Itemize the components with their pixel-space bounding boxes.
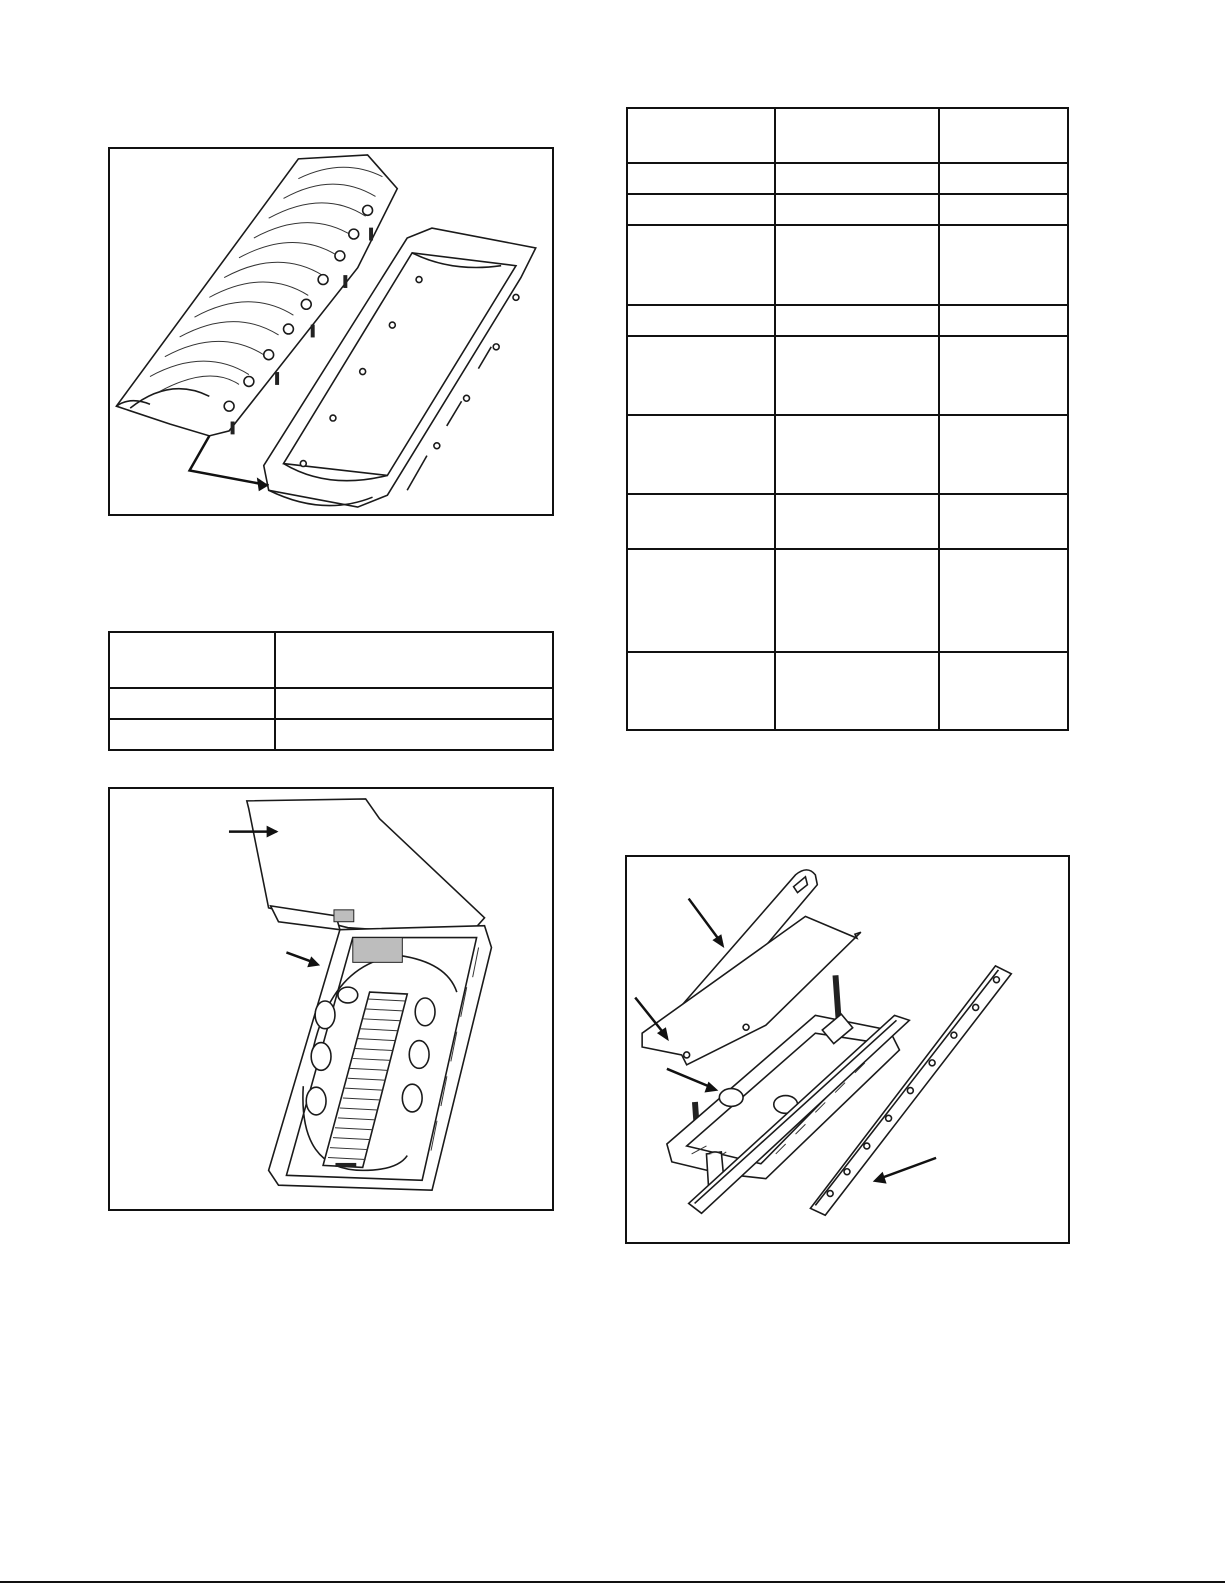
splice-tray-illustration [110,789,552,1209]
table-row [627,194,1068,225]
table-cell [775,549,939,652]
callout-arrow [190,436,269,491]
table-cell [627,549,775,652]
tray-body [269,926,492,1190]
table-row [627,305,1068,336]
table-cell [627,336,775,415]
figure-splice-tray [108,787,554,1211]
table-cell [775,194,939,225]
figure-closure-halves [108,147,554,516]
small-table [108,631,554,751]
table-cell [939,305,1068,336]
large-table [626,107,1069,731]
table-row [627,108,1068,163]
table-row [627,336,1068,415]
table-cell [939,549,1068,652]
table-cell [939,652,1068,730]
table-row [627,549,1068,652]
table-row [627,494,1068,549]
table-cell [939,108,1068,163]
table-cell [109,632,275,688]
table-row [109,688,553,719]
table-cell [627,225,775,305]
table-row [627,652,1068,730]
footer-divider [0,1581,1225,1583]
table-cell [775,494,939,549]
table-cell [275,688,553,719]
table-cell [775,305,939,336]
table-row [109,632,553,688]
table-cell [627,163,775,194]
table-cell [775,108,939,163]
callout-arrow-bar [873,1158,936,1184]
table-cell [109,719,275,750]
callout-arrow-strap [689,899,725,948]
bracket-assembly-exploded-illustration [627,857,1068,1242]
table-cell [939,194,1068,225]
tray-cover [247,799,485,936]
table-cell [939,415,1068,494]
callout-arrow-tray [667,1069,718,1093]
callout-arrow-tray [286,952,320,967]
table-cell [627,652,775,730]
table-cell [627,494,775,549]
table-cell [275,719,553,750]
table-row [627,415,1068,494]
table-row [109,719,553,750]
table-cell [775,415,939,494]
table-cell [939,494,1068,549]
table-cell [627,415,775,494]
table-cell [775,163,939,194]
table-cell [775,652,939,730]
figure-bracket-assembly [625,855,1070,1244]
table-cell [939,225,1068,305]
table-cell [275,632,553,688]
table-cell [775,225,939,305]
closure-end-cap-halves-illustration [110,149,552,514]
table-cell [627,305,775,336]
table-cell [775,336,939,415]
table-row [627,225,1068,305]
table-cell [109,688,275,719]
table-cell [627,108,775,163]
table-cell [627,194,775,225]
table-cell [939,336,1068,415]
table-cell [939,163,1068,194]
table-row [627,163,1068,194]
